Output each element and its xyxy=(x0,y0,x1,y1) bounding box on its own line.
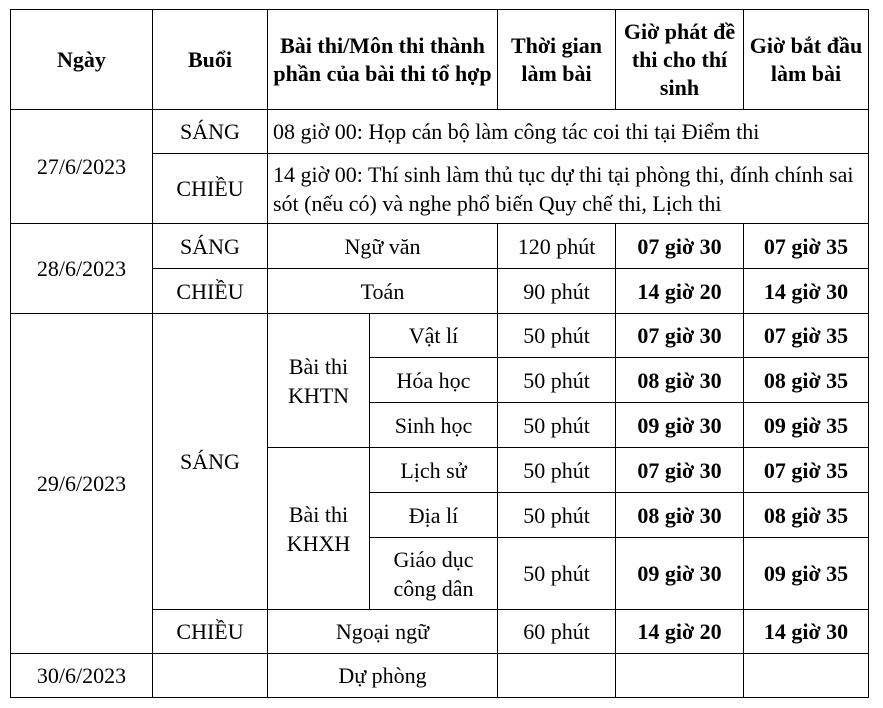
duration-cell: 50 phút xyxy=(498,538,616,610)
start-time-cell: 07 giờ 35 xyxy=(744,224,869,269)
start-time-cell: 14 giờ 30 xyxy=(744,610,869,654)
hand-out-time-cell: 07 giờ 30 xyxy=(616,224,744,269)
subject-cell: Hóa học xyxy=(370,358,498,403)
subject-cell: Ngoại ngữ xyxy=(268,610,498,654)
duration-cell: 50 phút xyxy=(498,493,616,538)
duration-cell: 50 phút xyxy=(498,403,616,448)
duration-cell: 60 phút xyxy=(498,610,616,654)
subject-cell: Địa lí xyxy=(370,493,498,538)
header-row xyxy=(11,10,869,110)
hand-out-time-cell: 08 giờ 30 xyxy=(616,358,744,403)
header-duration: Thời gian làm bài xyxy=(498,10,616,110)
session-cell: CHIỀU xyxy=(153,269,268,314)
session-cell-empty xyxy=(153,654,268,698)
start-time-cell: 08 giờ 35 xyxy=(744,358,869,403)
group-cell-khxh: Bài thi KHXH xyxy=(268,448,370,610)
date-cell: 29/6/2023 xyxy=(11,314,153,654)
duration-cell: 50 phút xyxy=(498,358,616,403)
session-cell: SÁNG xyxy=(153,224,268,269)
subject-cell: Giáo dục công dân xyxy=(370,538,498,610)
exam-schedule-table xyxy=(10,9,869,698)
start-time-cell: 14 giờ 30 xyxy=(744,269,869,314)
header-start-time: Giờ bắt đầu làm bài xyxy=(744,10,869,110)
table-row xyxy=(11,110,869,154)
note-cell: 14 giờ 00: Thí sinh làm thủ tục dự thi tại phòng thi, đính chính sai sót (nếu có) và nghe phổ biến Quy chế thi, Lịch thi xyxy=(268,154,869,224)
hand-out-time-cell: 07 giờ 30 xyxy=(616,448,744,493)
date-cell: 30/6/2023 xyxy=(11,654,153,698)
hand-out-time-cell: 09 giờ 30 xyxy=(616,403,744,448)
hand-out-time-cell: 08 giờ 30 xyxy=(616,493,744,538)
group-cell-khtn: Bài thi KHTN xyxy=(268,314,370,448)
subject-cell: Ngữ văn xyxy=(268,224,498,269)
subject-cell: Toán xyxy=(268,269,498,314)
start-time-cell: 09 giờ 35 xyxy=(744,403,869,448)
date-cell: 28/6/2023 xyxy=(11,224,153,314)
subject-cell: Sinh học xyxy=(370,403,498,448)
hand-out-time-cell: 14 giờ 20 xyxy=(616,269,744,314)
hand-out-time-cell-empty xyxy=(616,654,744,698)
table-row xyxy=(11,314,869,358)
table-row xyxy=(11,654,869,698)
duration-cell-empty xyxy=(498,654,616,698)
header-subject: Bài thi/Môn thi thành phần của bài thi tổ hợp xyxy=(268,10,498,110)
hand-out-time-cell: 07 giờ 30 xyxy=(616,314,744,358)
header-date: Ngày xyxy=(11,10,153,110)
start-time-cell: 07 giờ 35 xyxy=(744,314,869,358)
duration-cell: 50 phút xyxy=(498,314,616,358)
header-hand-out-time: Giờ phát đề thi cho thí sinh xyxy=(616,10,744,110)
duration-cell: 120 phút xyxy=(498,224,616,269)
start-time-cell: 09 giờ 35 xyxy=(744,538,869,610)
hand-out-time-cell: 09 giờ 30 xyxy=(616,538,744,610)
subject-cell: Lịch sử xyxy=(370,448,498,493)
session-cell: CHIỀU xyxy=(153,154,268,224)
start-time-cell: 08 giờ 35 xyxy=(744,493,869,538)
hand-out-time-cell: 14 giờ 20 xyxy=(616,610,744,654)
duration-cell: 50 phút xyxy=(498,448,616,493)
start-time-cell-empty xyxy=(744,654,869,698)
subject-cell: Dự phòng xyxy=(268,654,498,698)
session-cell: SÁNG xyxy=(153,110,268,154)
table-row xyxy=(11,224,869,269)
duration-cell: 90 phút xyxy=(498,269,616,314)
note-cell: 08 giờ 00: Họp cán bộ làm công tác coi thi tại Điểm thi xyxy=(268,110,869,154)
date-cell: 27/6/2023 xyxy=(11,110,153,224)
session-cell: CHIỀU xyxy=(153,610,268,654)
subject-cell: Vật lí xyxy=(370,314,498,358)
header-session: Buổi xyxy=(153,10,268,110)
session-cell: SÁNG xyxy=(153,314,268,610)
start-time-cell: 07 giờ 35 xyxy=(744,448,869,493)
